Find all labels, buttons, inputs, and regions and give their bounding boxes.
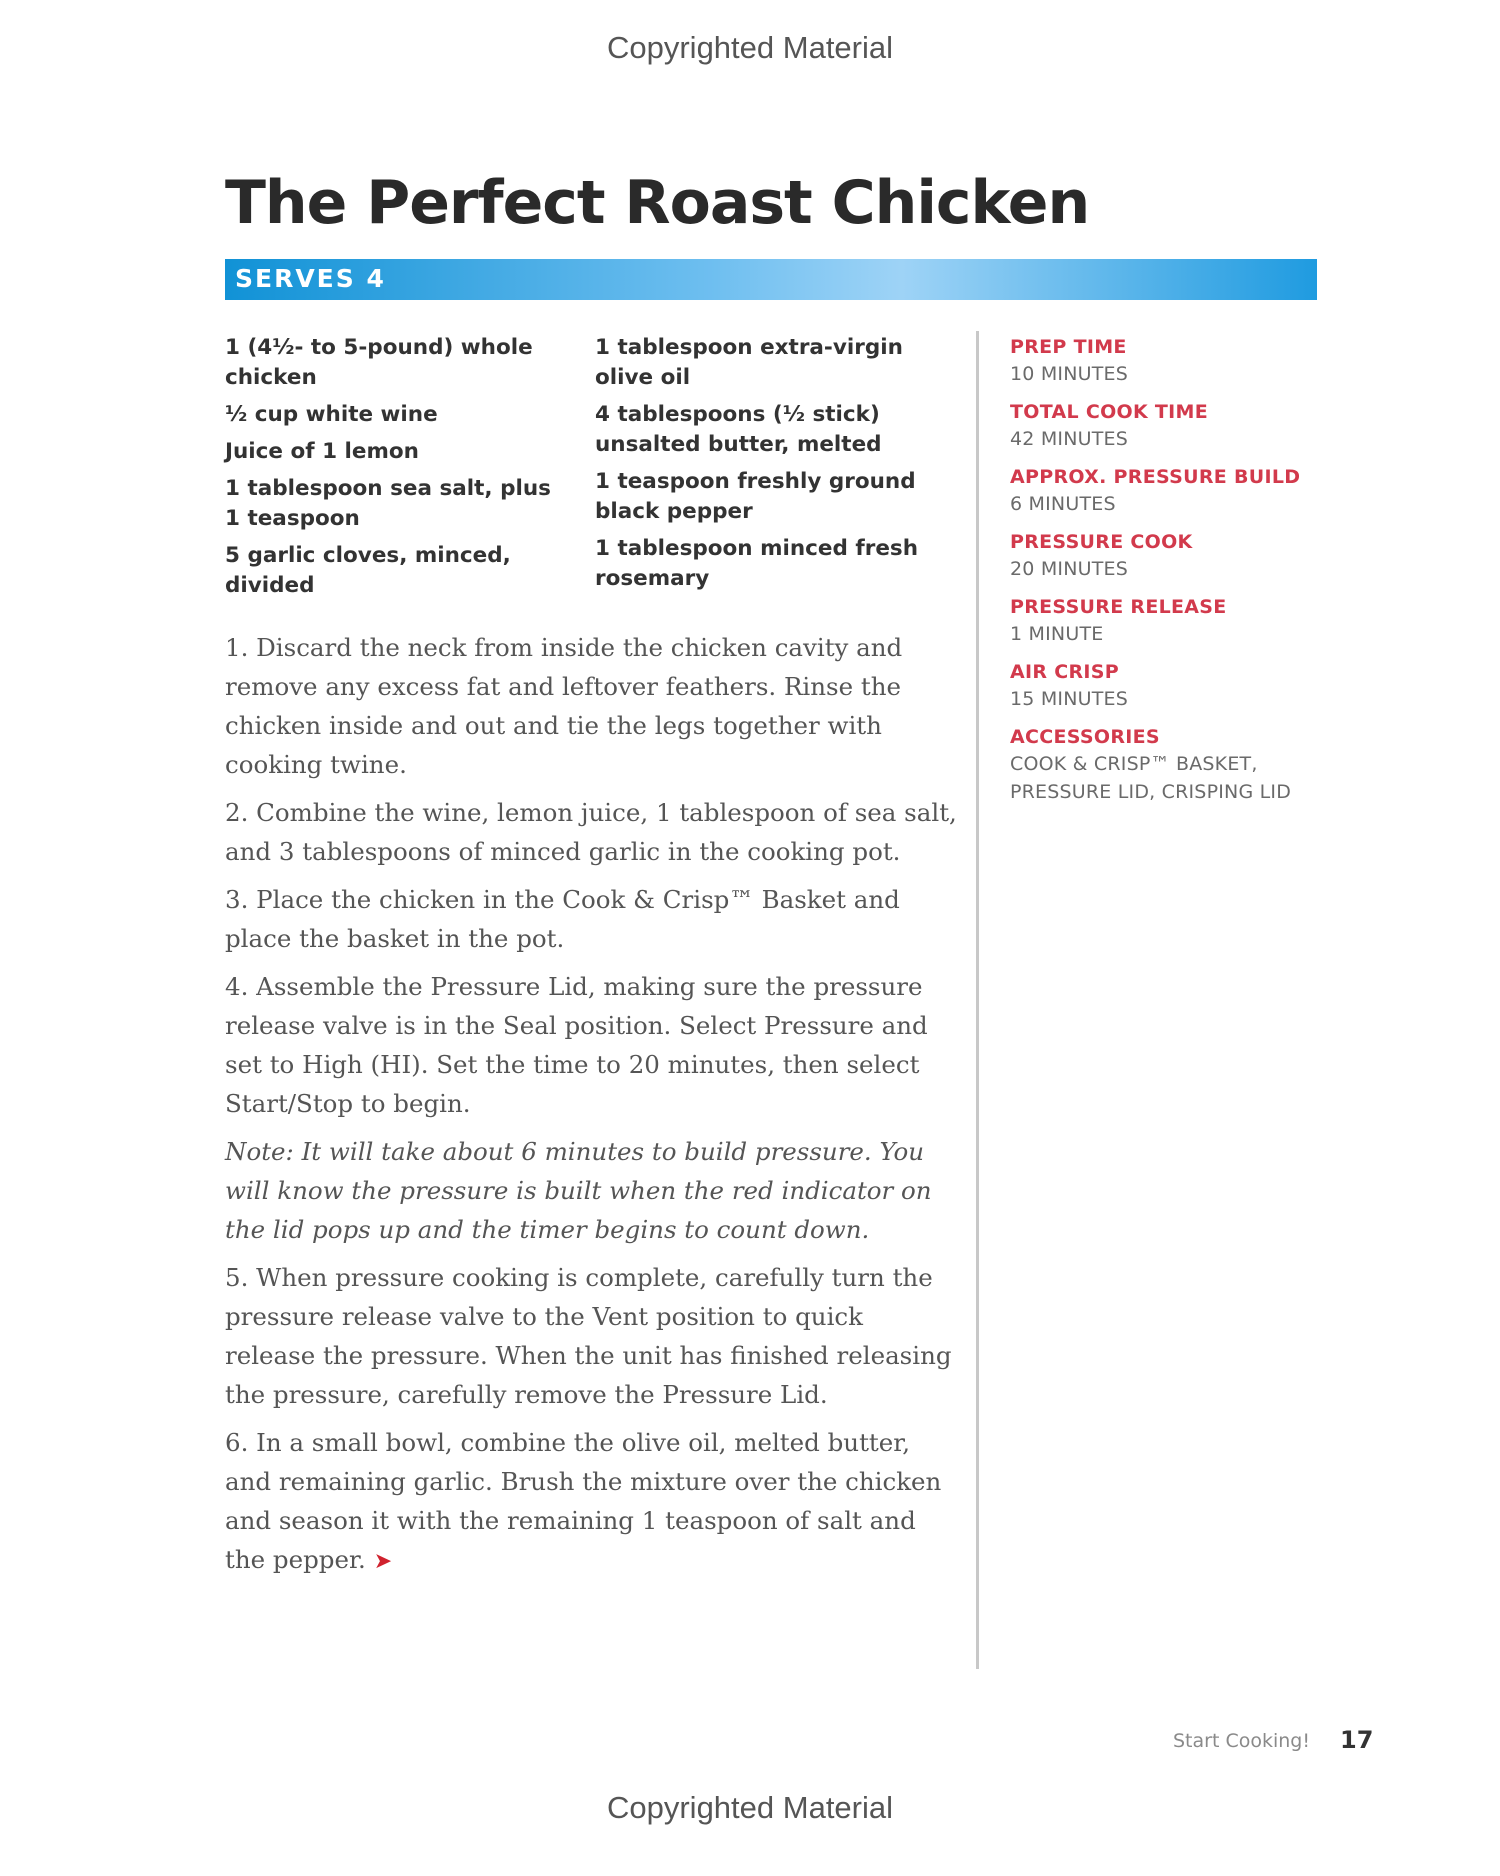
meta-value: COOK & CRISP™ BASKET, PRESSURE LID, CRISPING LID	[1010, 753, 1292, 803]
meta-value: 20 MINUTES	[1010, 558, 1129, 580]
instruction-step-last	[225, 1423, 960, 1581]
meta-label: PRESSURE COOK	[1010, 531, 1193, 553]
continue-arrow-icon: ➤	[373, 1549, 393, 1574]
meta-label: TOTAL COOK TIME	[1010, 401, 1209, 423]
copyright-footer: Copyrighted Material	[606, 1790, 894, 1825]
ingredient-item: 4 tablespoons (½ stick) unsalted butter, melted	[595, 402, 882, 457]
instruction-step: 2. Combine the wine, lemon juice, 1 tablespoon of sea salt, and 3 tablespoons of minced garlic in the cooking pot.	[225, 798, 957, 866]
meta-air-crisp	[1010, 659, 1310, 713]
recipe-title: The Perfect Roast Chicken	[225, 168, 1090, 238]
ingredient-item: 1 teaspoon freshly ground black pepper	[595, 469, 916, 524]
ingredient-item: 5 garlic cloves, minced, divided	[225, 543, 511, 598]
instructions	[225, 628, 960, 1590]
ingredient-item: 1 tablespoon minced fresh rosemary	[595, 536, 919, 591]
meta-label: APPROX. PRESSURE BUILD	[1010, 466, 1301, 488]
meta-total-cook-time	[1010, 399, 1310, 453]
ingredient-item: Juice of 1 lemon	[225, 439, 419, 464]
ingredient-item: 1 (4½- to 5-pound) whole chicken	[225, 335, 533, 390]
meta-pressure-build	[1010, 464, 1310, 518]
instruction-step-text: 6. In a small bowl, combine the olive oil, melted butter, and remaining garlic. Brush the mixture over the chicken and season it with the remaining 1 teaspoon of salt and the pepper.	[225, 1428, 942, 1574]
ingredient-item: 1 tablespoon extra-virgin olive oil	[595, 335, 903, 390]
meta-label: PREP TIME	[1010, 336, 1127, 358]
meta-value: 42 MINUTES	[1010, 428, 1129, 450]
ingredients-column-left	[225, 333, 565, 608]
meta-accessories	[1010, 724, 1310, 806]
meta-value: 10 MINUTES	[1010, 363, 1129, 385]
serves-label: SERVES 4	[235, 264, 386, 293]
meta-label: AIR CRISP	[1010, 661, 1119, 683]
ingredient-item: 1 tablespoon sea salt, plus 1 teaspoon	[225, 476, 551, 531]
instruction-step: 5. When pressure cooking is complete, carefully turn the pressure release valve to the Vent position to quick release the pressure. When the unit has finished releasing the pressure, carefully remove the Pressure Lid.	[225, 1263, 952, 1409]
meta-pressure-release	[1010, 594, 1310, 648]
meta-prep-time	[1010, 334, 1310, 388]
meta-label: PRESSURE RELEASE	[1010, 596, 1227, 618]
meta-value: 6 MINUTES	[1010, 493, 1116, 515]
recipe-info-sidebar	[1010, 334, 1310, 817]
copyright-header: Copyrighted Material	[606, 30, 894, 65]
meta-value: 1 MINUTE	[1010, 623, 1104, 645]
page-number: 17	[1340, 1726, 1374, 1754]
serves-banner	[225, 259, 1317, 300]
meta-pressure-cook	[1010, 529, 1310, 583]
ingredients-column-right	[595, 333, 955, 601]
instruction-step: 3. Place the chicken in the Cook & Crisp™ Basket and place the basket in the pot.	[225, 885, 900, 953]
pressure-note: Note: It will take about 6 minutes to build pressure. You will know the pressure is built when the red indicator on the lid pops up and the timer begins to count down.	[225, 1137, 932, 1244]
meta-label: ACCESSORIES	[1010, 726, 1160, 748]
meta-value: 15 MINUTES	[1010, 688, 1129, 710]
column-divider	[976, 331, 979, 1669]
ingredient-item: ½ cup white wine	[225, 402, 438, 427]
footer-section-title: Start Cooking!	[1173, 1730, 1310, 1752]
instruction-step: 1. Discard the neck from inside the chicken cavity and remove any excess fat and leftover feathers. Rinse the chicken inside and out and tie the legs together with cooking twine.	[225, 633, 903, 779]
instruction-step: 4. Assemble the Pressure Lid, making sure the pressure release valve is in the Seal position. Select Pressure and set to High (HI). Set the time to 20 minutes, then select Start/Stop to begin.	[225, 972, 928, 1118]
